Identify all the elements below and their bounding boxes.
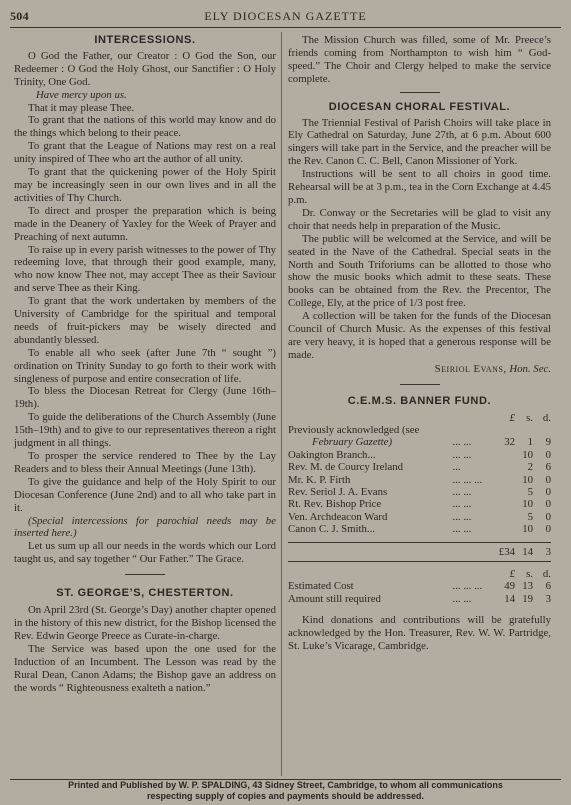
- left-column: [14, 34, 276, 694]
- intercession-item: To guide the deliberations of the Church Assembly (June 15th–19th) and to give to our representatives thereon a right judgment in all things.: [14, 411, 276, 450]
- section-rule: [400, 384, 440, 385]
- choral-para: Instructions will be sent to all choirs in good time. Rehearsal will be at 3 p.m., tea in the Corn Exchange at 4.45 p.m.: [288, 168, 551, 206]
- may-please-line: That it may please Thee.: [28, 101, 135, 114]
- intercession-item: To bless the Diocesan Retreat for Clergy (June 16th–19th).: [14, 385, 276, 411]
- fund-total-row: [288, 542, 551, 561]
- fund-row: Rev. M. de Courcy Ireland ... 2 6: [288, 461, 551, 474]
- choral-signature: [288, 363, 551, 376]
- signature-title: Hon. Sec.: [509, 362, 551, 375]
- choral-heading: DIOCESAN CHORAL FESTIVAL.: [328, 100, 511, 113]
- fund-column-headers: £ s. d.: [509, 568, 551, 581]
- imprint-line: Printed and Published by W. P. SPALDING, 43 Sidney Street, Cambridge, to whom all communications: [68, 780, 503, 790]
- column-divider: [281, 32, 282, 776]
- st-george-heading: ST. GEORGE’S, CHESTERTON.: [56, 587, 234, 600]
- choral-para: A collection will be taken for the funds of the Diocesan Council of Church Music. As the expenses of this festival are very heavy, it is hoped that a generous response will be made.: [288, 310, 551, 361]
- shillings-header: s.: [526, 411, 533, 424]
- intercession-item: To give the guidance and help of the Holy Spirit to our Diocesan Conference (June 2nd) and to all who take part in it.: [14, 475, 276, 514]
- fund-heading: C.E.M.S. BANNER FUND.: [347, 394, 492, 407]
- page-number: 504: [10, 9, 29, 23]
- fund-summary-row: Estimated Cost ... ... ... 49 13 6: [288, 580, 551, 593]
- intercession-item: To direct and prosper the preparation which is being made in the Deanery of Yaxley for the Week of Prayer and Preaching of next autumn.: [14, 204, 276, 243]
- intercession-item: To grant that the work undertaken by members of the University of Cambridge for the spiritual and temporal needs of fruit-pickers may be wisely directed and abundantly blessed.: [14, 295, 276, 346]
- fund-summary-row: Amount still required ... ... 14 19 3: [288, 592, 551, 605]
- total-pence: 3: [533, 542, 551, 561]
- pence-header: d.: [542, 411, 551, 424]
- st-george-para: On April 23rd (St. George’s Day) another chapter opened in the history of this new district, for the Bishop licensed the Rev. Edwin George Preece as Curate-in-charge.: [14, 604, 276, 642]
- imprint-line: respecting supply of copies and payments should be addressed.: [146, 791, 425, 801]
- choral-para: The public will be welcomed at the Service, and will be seated in the Nave of the Cathedral. Special seats in the North and South Triforiums can be allotted to those who show the music books which admit to these seats. These books can be obtained from the Rev. the Precentor, The College, Ely, at the price of 1/3 post free.: [288, 232, 551, 310]
- fund-table: [288, 412, 551, 606]
- intercession-item: To grant that the nations of this world may know and do the things which belong to their peace.: [14, 114, 276, 140]
- signature-name: Seiriol Evans,: [434, 362, 507, 375]
- intercession-item: To enable all who seek (after June 7th “ sought ”) ordination on Trinity Sunday to go forth to their work with singleness of purpose and entire consecration of life.: [14, 346, 276, 385]
- intercession-item: To prosper the service rendered to Thee by the Lay Readers and to bless their Annual Meetings (June 13th).: [14, 450, 276, 475]
- section-rule: [125, 574, 165, 575]
- imprint-footer: [10, 780, 561, 802]
- fund-row: Ven. Archdeacon Ward ... ... 5 0: [288, 510, 551, 523]
- intercession-item: To grant that the League of Nations may rest on a real unity inspired of Thee who art the author of all unity.: [14, 140, 276, 166]
- special-intercessions-note: (Special intercessions for parochial needs may be inserted here.): [14, 514, 276, 540]
- st-george-para: The Mission Church was filled, some of Mr. Preece’s friends coming from Northampton to wish him “ God-speed.” The Choir and Clergy helped to make the service complete.: [288, 34, 551, 85]
- header-rule: [10, 27, 561, 28]
- fund-row: February Gazette) ... ... 32 1 9: [312, 436, 551, 449]
- fund-column-headers: [288, 412, 551, 424]
- fund-row: Rev. Seriol J. A. Evans ... ... 5 0: [288, 486, 551, 498]
- intercessions-opening: O God the Father, our Creator : O God the Son, our Redeemer : O God the Holy Ghost, our Sanctifier : O Holy Trinity, One God.: [14, 49, 276, 88]
- have-mercy-line: Have mercy upon us.: [36, 88, 127, 101]
- total-shillings: 14: [515, 542, 533, 561]
- st-george-para: The Service was based upon the one used for the Induction of an Incumbent. The Lesson was read by the Rural Dean, Canon Adams; the Bishop gave an address on the words “ Righteousness exalteth a nation.”: [14, 642, 276, 694]
- fund-row: Mr. K. P. Firth ... ... ... 10 0: [288, 473, 551, 486]
- page-header: [10, 9, 561, 25]
- intercessions-heading: INTERCESSIONS.: [94, 34, 196, 46]
- total-pounds: £34: [495, 542, 515, 561]
- fund-row: Rt. Rev. Bishop Price ... ... 10 0: [288, 498, 551, 511]
- fund-thanks: Kind donations and contributions will be gratefully acknowledged by the Hon. Treasurer, Rev. W. W. Partridge, St. Luke’s Vicarage, Cambridge.: [288, 614, 551, 653]
- pounds-header: £: [509, 411, 515, 424]
- intercession-item: To grant that the quickening power of the Holy Spirit may be increasingly seen in our own lives and in all the activities of Thy Church.: [14, 166, 276, 204]
- right-column: [288, 34, 551, 653]
- choral-para: Dr. Conway or the Secretaries will be glad to visit any choir that needs help in preparation of the Music.: [288, 206, 551, 232]
- fund-row: Oakington Branch... ... ... 10 0: [288, 448, 551, 461]
- fund-row: Previously acknowledged (see: [288, 423, 420, 436]
- choral-para: The Triennial Festival of Parish Choirs will take place in Ely Cathedral on Saturday, June 27th, at 6 p.m. About 600 singers will take part in the Service, and the preacher will be the Rev. Canon C. C. Bell, Canon Missioner of York.: [288, 116, 551, 168]
- section-rule: [400, 92, 440, 93]
- closing-prayer: Let us sum up all our needs in the words which our Lord taught us, and say together “ Our Father.” The Grace.: [14, 540, 276, 566]
- fund-row: Canon C. J. Smith... ... ... 10 0: [288, 523, 551, 536]
- gazette-title: ELY DIOCESAN GAZETTE: [204, 9, 367, 23]
- intercession-item: To raise up in every parish witnesses to the power of Thy redeeming love, that through their good example, many, who now know Thee not, may accept Thee as their Saviour and serve Thee as their King.: [14, 243, 276, 295]
